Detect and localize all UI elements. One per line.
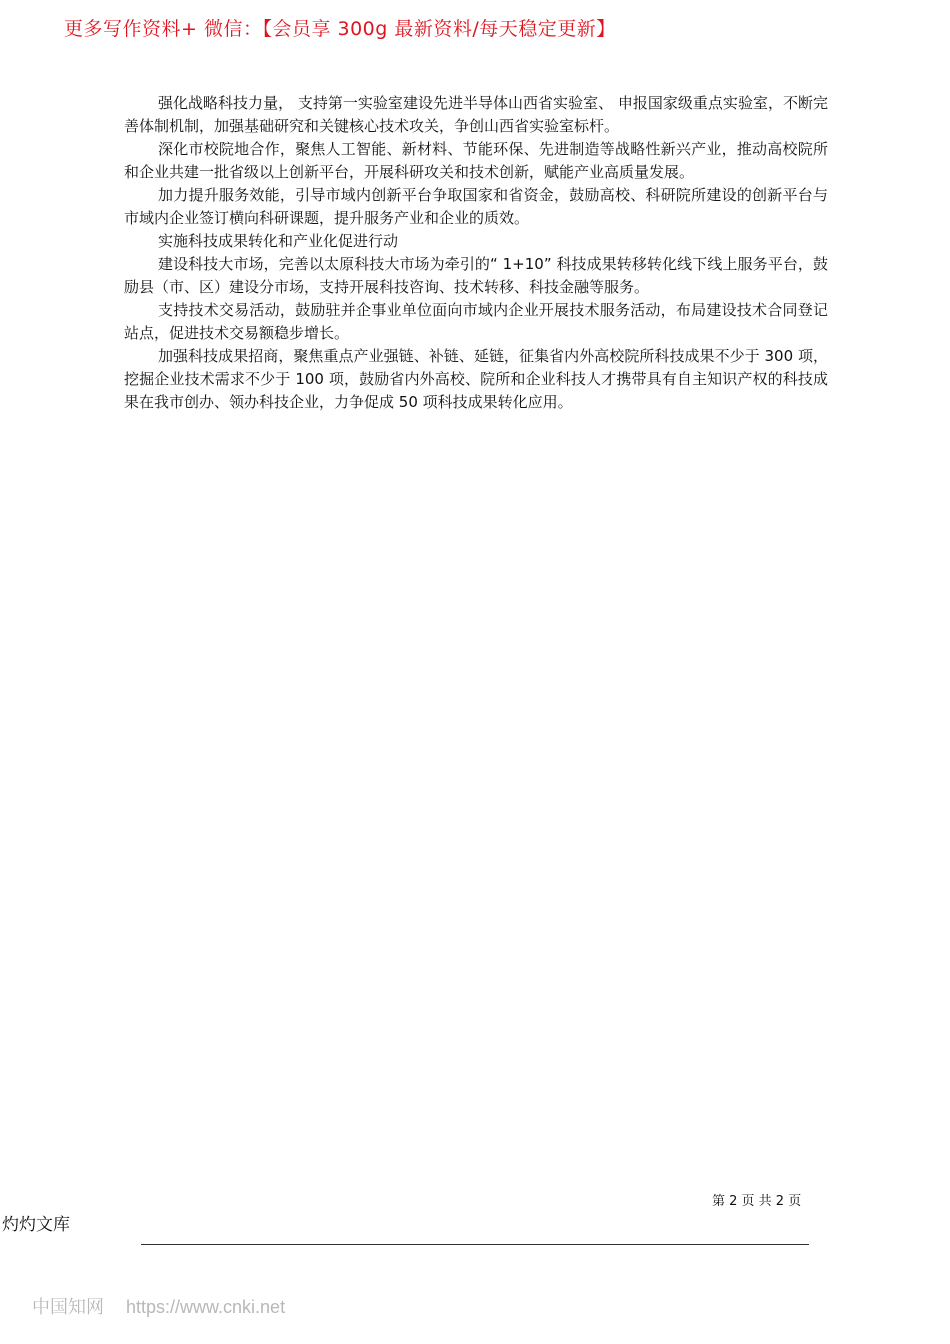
watermark-brand: 中国知网	[32, 1297, 104, 1317]
watermark	[32, 1293, 285, 1319]
library-name: 灼灼文库	[2, 1215, 70, 1235]
paragraph-investment-attraction: 加强科技成果招商，聚焦重点产业强链、补链、延链，征集省内外高校院所科技成果不少于 300 项，挖掘企业技术需求不少于 100 项，鼓励省内外高校、院所和企业科技人才携带具有自主知识产权的科技成果在我市创办、领办科技企业，力争促成 50 项科技成果转化应用。	[124, 347, 828, 411]
watermark-url: https://www.cnki.net	[126, 1297, 286, 1317]
document-body	[124, 92, 828, 414]
paragraph-service-efficiency: 加力提升服务效能，引导市域内创新平台争取国家和省资金，鼓励高校、科研院所建设的创新平台与市域内企业签订横向科研课题，提升服务产业和企业的质效。	[124, 186, 828, 227]
paragraph-tech-market: 建设科技大市场，完善以太原科技大市场为牵引的“ 1+10” 科技成果转移转化线下线上服务平台，鼓励县（市、区）建设分市场，支持开展科技咨询、技术转移、科技金融等服务。	[124, 255, 828, 296]
footer-divider	[141, 1244, 809, 1245]
section-heading-transformation: 实施科技成果转化和产业化促进行动	[158, 232, 399, 250]
paragraph-lab-strengthening: 强化战略科技力量， 支持第一实验室建设先进半导体山西省实验室、 申报国家级重点实验室，不断完善体制机制，加强基础研究和关键核心技术攻关，争创山西省实验室标杆。	[124, 94, 828, 135]
promo-banner: 更多写作资料+ 微信：【会员享 300g 最新资料/每天稳定更新】	[64, 18, 616, 40]
page-number: 第 2 页 共 2 页	[712, 1194, 802, 1209]
paragraph-cooperation: 深化市校院地合作，聚焦人工智能、新材料、节能环保、先进制造等战略性新兴产业，推动高校院所和企业共建一批省级以上创新平台，开展科研攻关和技术创新，赋能产业高质量发展。	[124, 140, 828, 181]
paragraph-tech-trading: 支持技术交易活动，鼓励驻并企事业单位面向市域内企业开展技术服务活动，布局建设技术合同登记站点，促进技术交易额稳步增长。	[124, 301, 828, 342]
